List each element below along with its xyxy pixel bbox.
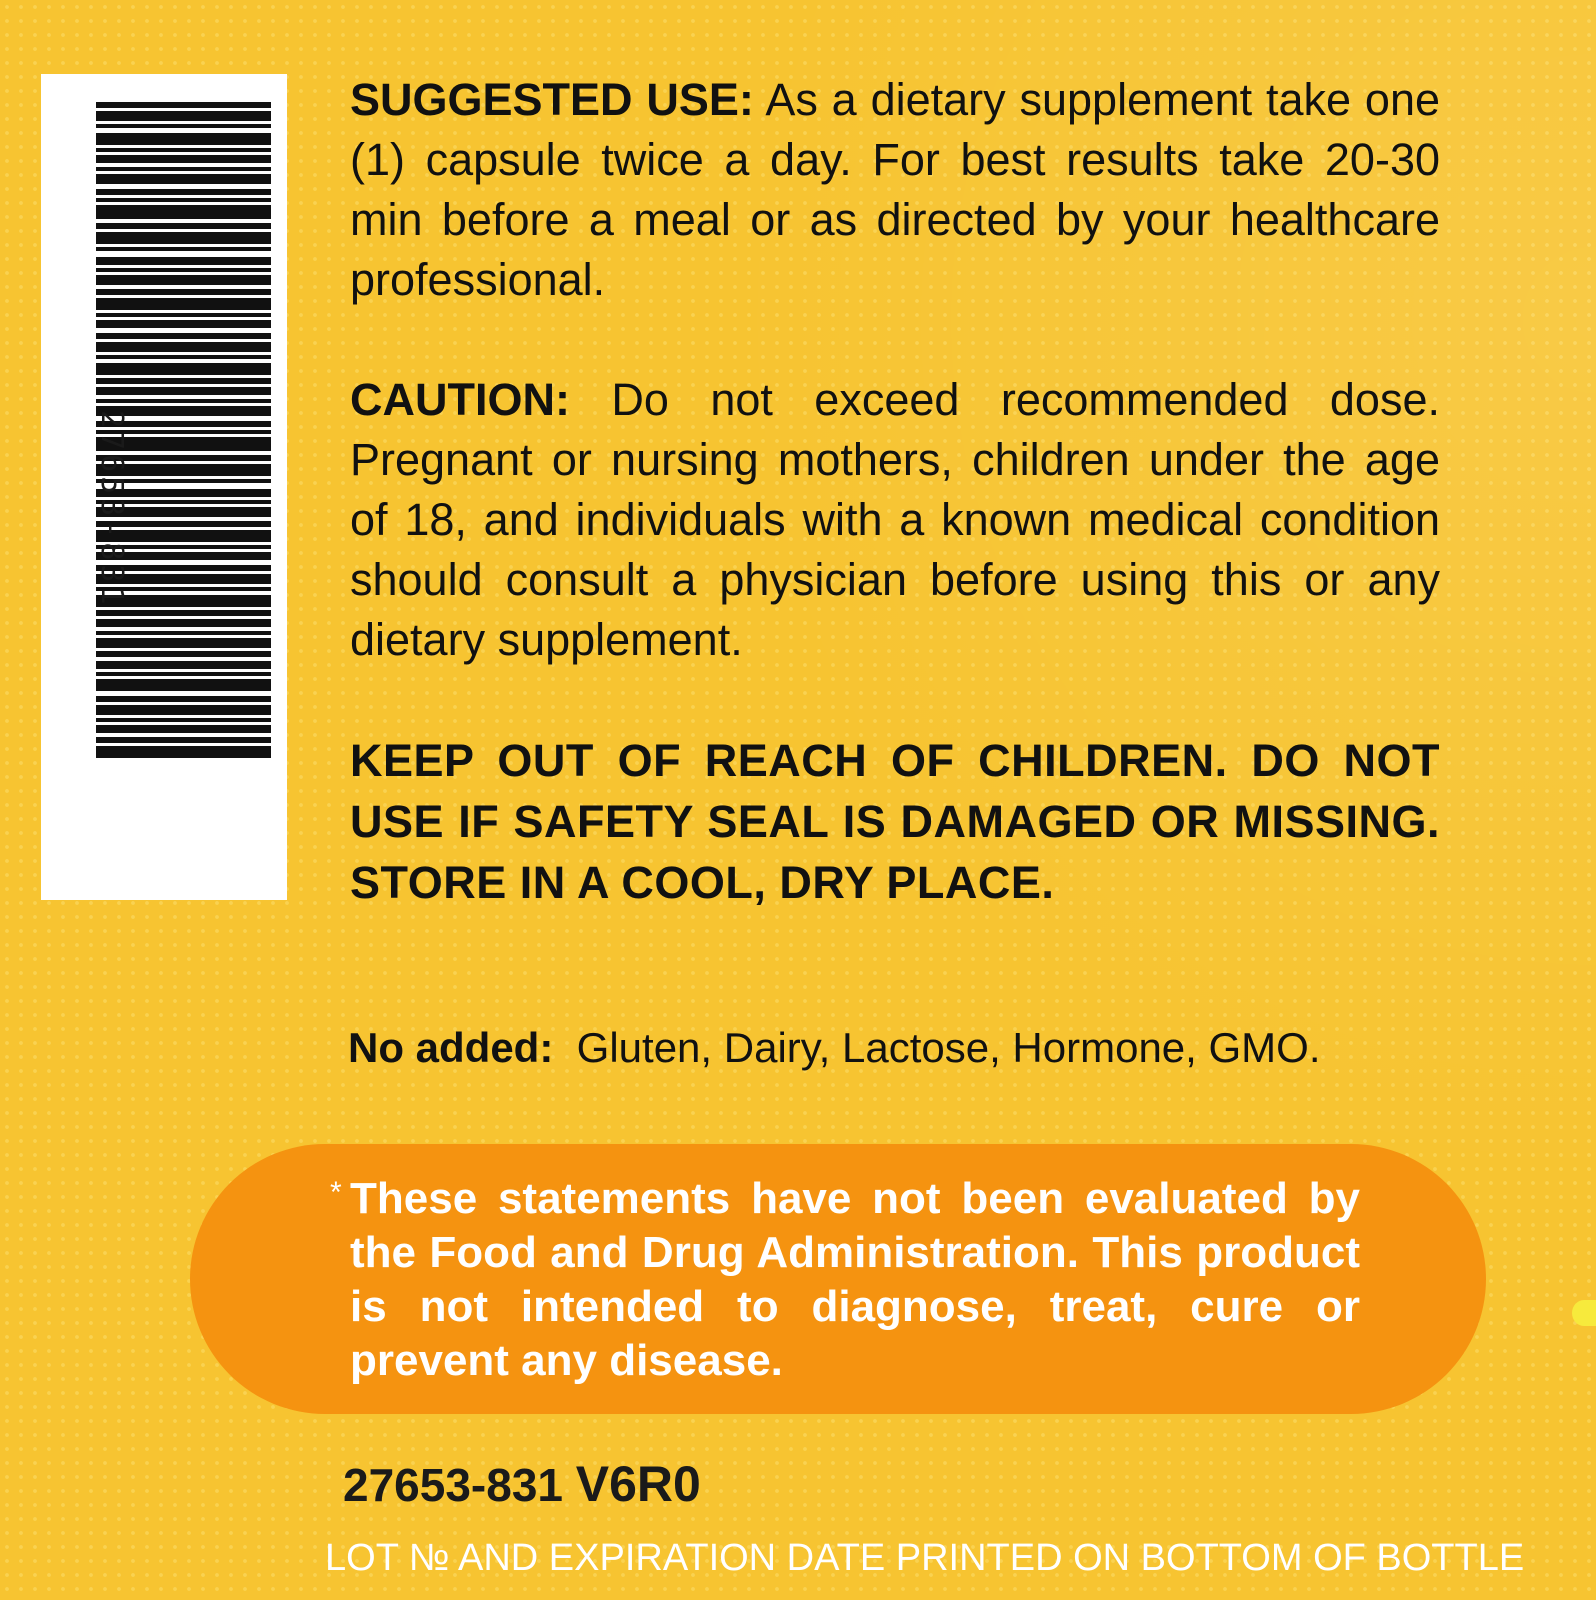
suggested-use-text: As a dietary supplement take one (1) capsule twice a day. For best results take 20-30 min before a meal or as directed by your healthcare professional. — [350, 74, 1441, 305]
barcode-bar — [96, 661, 271, 669]
barcode-bar — [96, 257, 271, 265]
barcode-bar — [96, 399, 271, 403]
barcode-bar — [96, 268, 271, 272]
caution-label: CAUTION: — [350, 374, 570, 425]
barcode-bar — [96, 189, 271, 195]
barcode-bar — [96, 651, 271, 657]
barcode-bar — [96, 205, 271, 219]
barcode-bar — [96, 174, 271, 184]
barcode-bar — [96, 610, 271, 616]
suggested-use-label: SUGGESTED USE: — [350, 74, 754, 125]
barcode-bar — [96, 619, 271, 627]
suggested-use-section — [350, 70, 1440, 310]
fda-disclaimer — [330, 1172, 1360, 1388]
barcode-bar — [96, 746, 271, 758]
barcode-bar — [96, 363, 271, 375]
barcode-bar — [96, 148, 271, 152]
no-added-line — [348, 1020, 1321, 1076]
barcode-bar — [96, 223, 271, 229]
barcode-bar — [96, 705, 271, 715]
barcode-panel — [41, 74, 287, 900]
barcode-bar — [96, 718, 271, 722]
barcode-bar — [96, 725, 271, 733]
barcode-bar — [96, 631, 271, 635]
barcode-bar — [96, 737, 271, 743]
barcode-bar — [96, 155, 271, 163]
barcode-bar — [96, 387, 271, 395]
barcode-bar — [96, 378, 271, 384]
barcode-bar — [96, 198, 271, 202]
barcode-bar — [96, 696, 271, 702]
product-version: V6R0 — [575, 1456, 701, 1512]
barcode-bar — [96, 111, 271, 121]
barcode-bar — [96, 333, 271, 339]
fda-disclaimer-badge — [190, 1144, 1486, 1414]
barcode-bar — [96, 313, 271, 317]
barcode-bar — [96, 679, 271, 691]
barcode-bar — [96, 102, 271, 108]
barcode-bar — [96, 638, 271, 648]
barcode-bar — [96, 232, 271, 244]
barcode-bar — [96, 167, 271, 171]
product-code — [343, 1456, 701, 1513]
barcode-bar — [96, 133, 271, 145]
no-added-label: No added: — [348, 1024, 554, 1071]
barcode-bar — [96, 124, 271, 128]
asterisk-mark: * — [330, 1176, 342, 1209]
warning-text: KEEP OUT OF REACH OF CHILDREN. DO NOT USE IF SAFETY SEAL IS DAMAGED OR MISSING. STORE IN A COOL, DRY PLACE. — [350, 735, 1440, 908]
barcode-bar — [96, 298, 271, 310]
barcode-bar — [96, 342, 271, 352]
no-added-items: Gluten, Dairy, Lactose, Hormone, GMO. — [576, 1024, 1321, 1071]
barcode-bar — [96, 672, 271, 676]
fda-disclaimer-text: These statements have not been evaluated by the Food and Drug Administration. This product is not intended to diagnose, treat, cure or prevent any disease. — [350, 1174, 1360, 1385]
barcode-bar — [96, 247, 271, 251]
decorative-spot — [1572, 1300, 1596, 1326]
barcode-number: 27653-831 — [94, 410, 129, 609]
product-code-number: 27653-831 — [343, 1459, 563, 1511]
barcode-bar — [96, 275, 271, 285]
barcode-bar — [96, 355, 271, 359]
barcode-bar — [96, 289, 271, 295]
caution-section — [350, 370, 1440, 670]
caution-text: Do not exceed recommended dose. Pregnant or nursing mothers, children under the age of 18, and individuals with a known medical condition should consult a physician before using this or any dietary supplement. — [350, 374, 1440, 665]
barcode-bar — [96, 320, 271, 328]
lot-note: LOT № AND EXPIRATION DATE PRINTED ON BOTTOM OF BOTTLE — [325, 1537, 1525, 1579]
